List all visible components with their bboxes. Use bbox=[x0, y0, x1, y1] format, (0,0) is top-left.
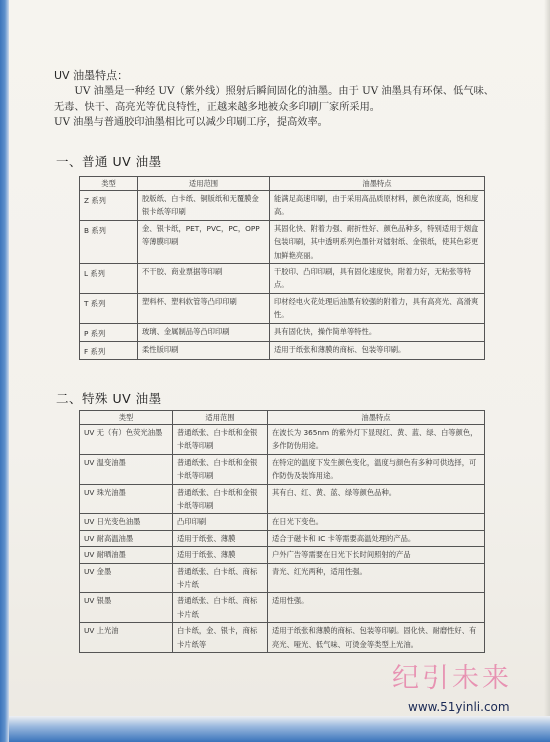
cell-features: 其固化快、附着力强、耐折性好、颜色品种多，特别适用于烟盒包装印刷，其中透明系列色墨针对镭射纸、金银纸，使其色彩更加鲜艳亮丽。 bbox=[270, 220, 485, 263]
cell-scope: 普通纸张、白卡纸和金银卡纸等印刷 bbox=[173, 454, 268, 484]
header-type: 类型 bbox=[80, 411, 173, 425]
watermark-url: www.51yinli.com bbox=[408, 700, 510, 714]
intro-text bbox=[54, 84, 494, 131]
bottom-blue-band bbox=[9, 716, 550, 742]
table-row bbox=[80, 454, 485, 484]
cell-type: F 系列 bbox=[80, 342, 138, 360]
cell-type: UV 温变油墨 bbox=[80, 454, 173, 484]
intro-paragraph-2: UV 油墨与普通胶印油墨相比可以减少印刷工序，提高效率。 bbox=[54, 117, 328, 129]
table-row bbox=[80, 220, 485, 263]
cell-type: T 系列 bbox=[80, 293, 138, 323]
cell-scope: 柔性版印刷 bbox=[138, 342, 270, 360]
cell-type: UV 耐晒油墨 bbox=[80, 547, 173, 563]
cell-features: 青光、红光两种，适用性强。 bbox=[268, 563, 485, 593]
cell-scope: 塑料杯、塑料软管等凸印印刷 bbox=[138, 293, 270, 323]
table-row bbox=[80, 293, 485, 323]
cell-type: UV 金墨 bbox=[80, 563, 173, 593]
section-1-title: 一、普通 UV 油墨 bbox=[56, 154, 162, 169]
cell-scope: 普通纸张、白卡纸、商标卡片纸 bbox=[173, 593, 268, 623]
header-type: 类型 bbox=[80, 177, 138, 191]
cell-scope: 玻璃、金属制品等凸印印刷 bbox=[138, 323, 270, 341]
cell-scope: 适用于纸张、薄膜 bbox=[173, 547, 268, 563]
table-row bbox=[80, 323, 485, 341]
cell-scope: 不干胶、商业票据等印刷 bbox=[138, 264, 270, 294]
table-row bbox=[80, 514, 485, 530]
cell-features: 具有固化快，操作简单等特性。 bbox=[270, 323, 485, 341]
table-row bbox=[80, 484, 485, 514]
watermark-text: 纪引未来 bbox=[392, 663, 512, 694]
normal-uv-ink-table bbox=[79, 176, 485, 360]
table-row bbox=[80, 342, 485, 360]
table-row bbox=[80, 547, 485, 563]
right-edge-shade bbox=[544, 0, 550, 742]
cell-features: 适合于磁卡和 IC 卡等需要高温处理的产品。 bbox=[268, 530, 485, 546]
header-scope: 适用范围 bbox=[138, 177, 270, 191]
cell-scope: 白卡纸，金、银卡，商标卡片纸等 bbox=[173, 623, 268, 653]
cell-features: 在特定的温度下发生颜色变化，温度与颜色有多种可供选择，可作防伪及装饰用途。 bbox=[268, 454, 485, 484]
cell-features: 适用于纸张和薄膜的商标、包装等印刷。固化快、耐磨性好、有亮光、哑光、低气味、可烫金等类型上光油。 bbox=[268, 623, 485, 653]
cell-scope: 胶版纸、白卡纸、铜版纸和无覆膜金银卡纸等印刷 bbox=[138, 191, 270, 221]
left-blue-band bbox=[0, 0, 9, 742]
cell-type: UV 银墨 bbox=[80, 593, 173, 623]
cell-features: 户外广告等需要在日光下长时间照射的产品 bbox=[268, 547, 485, 563]
table-row bbox=[80, 264, 485, 294]
header-scope: 适用范围 bbox=[173, 411, 268, 425]
cell-scope: 凸印印刷 bbox=[173, 514, 268, 530]
cell-features: 适用于纸张和薄膜的商标、包装等印刷。 bbox=[270, 342, 485, 360]
cell-type: UV 无（有）色荧光油墨 bbox=[80, 425, 173, 455]
cell-type: UV 上光油 bbox=[80, 623, 173, 653]
table-row bbox=[80, 593, 485, 623]
table-row bbox=[80, 563, 485, 593]
cell-scope: 普通纸张、白卡纸和金银卡纸等印刷 bbox=[173, 425, 268, 455]
cell-features: 能满足高速印刷，由于采用高品质原材料，颜色浓度高，饱和度高。 bbox=[270, 191, 485, 221]
cell-type: B 系列 bbox=[80, 220, 138, 263]
cell-type: UV 珠光油墨 bbox=[80, 484, 173, 514]
cell-features: 适用性强。 bbox=[268, 593, 485, 623]
cell-features: 在日光下变色。 bbox=[268, 514, 485, 530]
cell-type: UV 耐高温油墨 bbox=[80, 530, 173, 546]
cell-type: L 系列 bbox=[80, 264, 138, 294]
table-row bbox=[80, 191, 485, 221]
watermark bbox=[388, 656, 518, 718]
cell-features: 其有白、红、黄、蓝、绿等颜色品种。 bbox=[268, 484, 485, 514]
table-header-row bbox=[80, 177, 485, 191]
intro-paragraph-1: UV 油墨是一种经 UV（紫外线）照射后瞬间固化的油墨。由于 UV 油墨具有环保、低气味、无毒、快干、高亮光等优良特性，正越来越多地被众多印刷厂家所采用。 bbox=[54, 86, 494, 113]
cell-type: UV 日光变色油墨 bbox=[80, 514, 173, 530]
cell-features: 在波长为 365nm 的紫外灯下显现红、黄、蓝、绿、白等颜色，多作防伪用途。 bbox=[268, 425, 485, 455]
header-features: 油墨特点 bbox=[270, 177, 485, 191]
cell-type: P 系列 bbox=[80, 323, 138, 341]
section-2-title: 二、特殊 UV 油墨 bbox=[56, 391, 162, 406]
cell-features: 印材经电火花处理后油墨有较强的附着力，具有高亮光、高滑爽性。 bbox=[270, 293, 485, 323]
cell-scope: 普通纸张、白卡纸和金银卡纸等印刷 bbox=[173, 484, 268, 514]
table-header-row bbox=[80, 411, 485, 425]
special-uv-ink-table bbox=[79, 410, 485, 653]
table-row bbox=[80, 530, 485, 546]
table-row bbox=[80, 425, 485, 455]
cell-type: Z 系列 bbox=[80, 191, 138, 221]
intro-title: UV 油墨特点： bbox=[54, 69, 129, 82]
cell-features: 干胶印、凸印印刷，具有固化速度快，附着力好，无粘张等特点。 bbox=[270, 264, 485, 294]
header-features: 油墨特点 bbox=[268, 411, 485, 425]
cell-scope: 金、银卡纸，PET，PVC，PC，OPP 等薄膜印刷 bbox=[138, 220, 270, 263]
table-row bbox=[80, 623, 485, 653]
cell-scope: 普通纸张、白卡纸、商标卡片纸 bbox=[173, 563, 268, 593]
cell-scope: 适用于纸张、薄膜 bbox=[173, 530, 268, 546]
